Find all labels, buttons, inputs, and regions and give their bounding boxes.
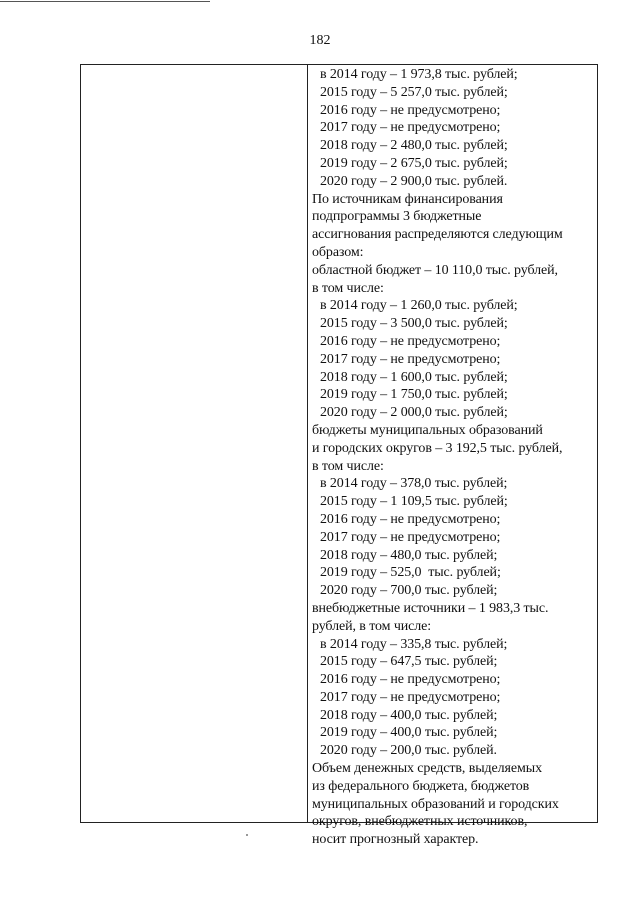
text-line: 2015 году – 5 257,0 тыс. рублей; <box>320 84 508 100</box>
text-line: 2017 году – не предусмотрено; <box>320 120 501 136</box>
top-rule <box>0 1 210 2</box>
text-line: носит прогнозный характер. <box>312 832 479 848</box>
text-line: 2020 году – 2 000,0 тыс. рублей; <box>320 405 508 421</box>
text-line: 2019 году – 2 675,0 тыс. рублей; <box>320 155 508 171</box>
text-line: ассигнования распределяются следующим <box>312 227 563 243</box>
text-line: 2019 году – 400,0 тыс. рублей; <box>320 725 498 741</box>
text-line: 2016 году – не предусмотрено; <box>320 333 501 349</box>
text-line: из федерального бюджета, бюджетов <box>312 778 530 794</box>
text-line: 2018 году – 480,0 тыс. рублей; <box>320 547 498 563</box>
text-line: По источникам финансирования <box>312 191 503 207</box>
text-line: в 2014 году – 1 973,8 тыс. рублей; <box>320 67 518 82</box>
text-line: в том числе: <box>312 458 384 474</box>
text-line: 2015 году – 3 500,0 тыс. рублей; <box>320 316 508 332</box>
table-right-cell <box>308 65 597 848</box>
text-line: 2020 году – 2 900,0 тыс. рублей. <box>320 173 508 189</box>
text-line: в 2014 году – 335,8 тыс. рублей; <box>320 636 508 652</box>
text-line: в том числе: <box>312 280 384 296</box>
text-line: 2018 году – 1 600,0 тыс. рублей; <box>320 369 508 385</box>
text-line: рублей, в том числе: <box>312 618 432 634</box>
text-line: 2019 году – 1 750,0 тыс. рублей; <box>320 387 508 403</box>
text-line: бюджеты муниципальных образований <box>312 422 543 438</box>
table-left-cell <box>81 65 308 822</box>
text-line: 2016 году – не предусмотрено; <box>320 672 501 688</box>
text-line: образом: <box>312 244 364 260</box>
text-line: муниципальных образований и городских <box>312 796 559 812</box>
scan-dot <box>246 834 248 836</box>
text-line: подпрограммы 3 бюджетные <box>312 209 482 225</box>
text-line: в 2014 году – 1 260,0 тыс. рублей; <box>320 298 518 314</box>
text-line: 2016 году – не предусмотрено; <box>320 102 501 118</box>
text-line: в 2014 году – 378,0 тыс. рублей; <box>320 476 508 492</box>
text-line: 2015 году – 1 109,5 тыс. рублей; <box>320 494 508 510</box>
text-line: 2020 году – 700,0 тыс. рублей; <box>320 583 498 599</box>
page-number: 182 <box>309 33 331 48</box>
text-line: 2016 году – не предусмотрено; <box>320 511 501 527</box>
text-line: областной бюджет – 10 110,0 тыс. рублей, <box>312 262 558 278</box>
text-line: 2019 году – 525,0 тыс. рублей; <box>320 565 501 581</box>
text-line: 2018 году – 2 480,0 тыс. рублей; <box>320 138 508 154</box>
text-line: округов, внебюджетных источников, <box>312 814 528 830</box>
text-line: 2020 году – 200,0 тыс. рублей. <box>320 743 497 759</box>
text-line: и городских округов – 3 192,5 тыс. рублей, <box>312 440 563 456</box>
text-line: 2015 году – 647,5 тыс. рублей; <box>320 654 498 670</box>
document-table <box>80 64 598 848</box>
text-line: 2017 году – не предусмотрено; <box>320 351 501 367</box>
text-line: Объем денежных средств, выделяемых <box>312 761 542 777</box>
text-line: 2018 году – 400,0 тыс. рублей; <box>320 707 498 723</box>
text-line: внебюджетные источники – 1 983,3 тыс. <box>312 600 549 616</box>
text-line: 2017 году – не предусмотрено; <box>320 529 501 545</box>
text-line: 2017 году – не предусмотрено; <box>320 689 501 705</box>
